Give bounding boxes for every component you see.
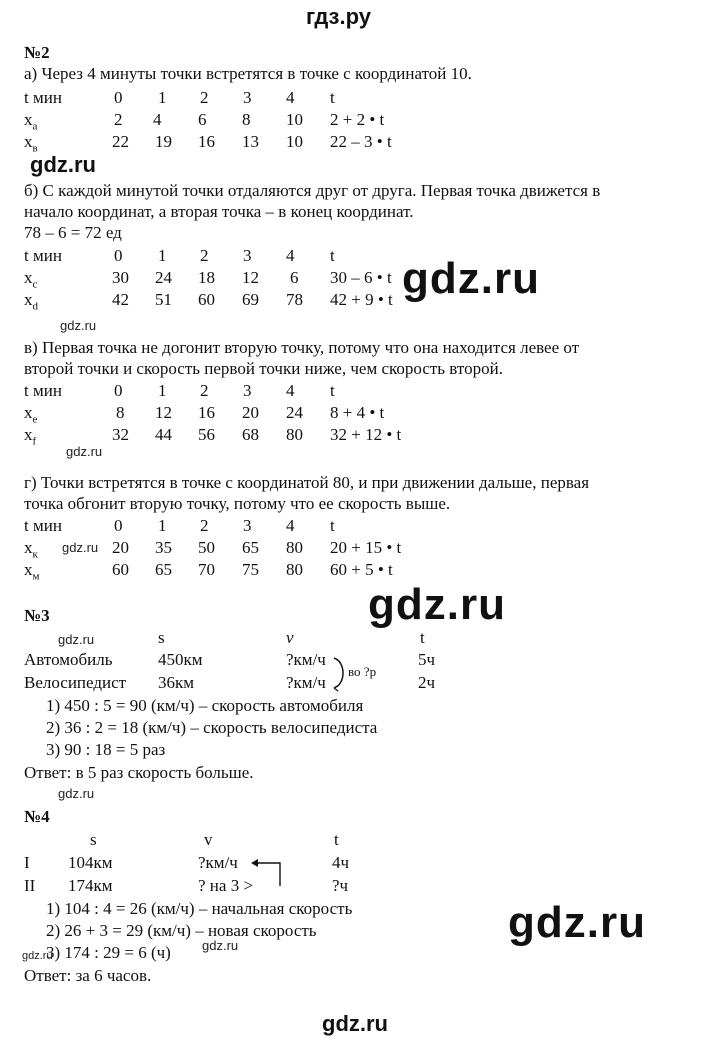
task2-a-text: а) Через 4 минуты точки встретятся в точке с координатой 10. [24, 64, 472, 83]
site-header: гдз.ру [306, 4, 371, 29]
cell: 65 [155, 560, 172, 579]
task4-title: №4 [24, 807, 50, 826]
cell: 68 [242, 425, 259, 444]
cell: 80 [286, 560, 303, 579]
row-s: 174км [68, 876, 113, 895]
row-label: t мин [24, 88, 62, 107]
task3-step: 2) 36 : 2 = 18 (км/ч) – скорость велосипедиста [46, 718, 378, 737]
cell: 78 [286, 290, 303, 309]
cell: 1 [158, 381, 167, 400]
cell: 3 [243, 88, 252, 107]
cell: 80 [286, 425, 303, 444]
cell: 56 [198, 425, 215, 444]
cell: 30 – 6 • t [330, 268, 392, 287]
watermark: gdz.ru [62, 540, 99, 555]
cell: 44 [155, 425, 172, 444]
site-footer: gdz.ru [322, 1011, 388, 1036]
cell: 24 [155, 268, 172, 287]
cell: 1 [158, 516, 167, 535]
brace-arrow-icon [330, 654, 350, 694]
cell: 24 [286, 403, 303, 422]
cell: 12 [242, 268, 259, 287]
col-head-s: s [90, 830, 97, 849]
row-label: $x_c$ [24, 268, 38, 291]
col-head-t: t [420, 628, 425, 647]
watermark: gdz.ru [58, 632, 95, 647]
cell: 22 [112, 132, 129, 151]
cell: 13 [242, 132, 259, 151]
row-s: 104км [68, 853, 113, 872]
cell: 20 + 15 • t [330, 538, 402, 557]
row-v: ?км/ч [286, 673, 326, 692]
cell: t [330, 246, 335, 265]
watermark: gdz.ru [402, 254, 540, 303]
task2-b-calc: 78 – 6 = 72 ед [24, 223, 122, 242]
cell: 60 [112, 560, 129, 579]
task4-answer: Ответ: за 6 часов. [24, 966, 152, 985]
cell: 60 + 5 • t [330, 560, 393, 579]
cell: 16 [198, 403, 215, 422]
cell: 19 [155, 132, 172, 151]
cell: 35 [155, 538, 172, 557]
cell: 4 [286, 246, 295, 265]
task2-c-text2: второй точки и скорость первой точки ниже, чем скорость второй. [24, 359, 503, 378]
cell: t [330, 516, 335, 535]
watermark: gdz.ru [60, 318, 97, 333]
row-name: I [24, 853, 30, 872]
task4-step: 3) 174 : 29 = 6 (ч) [46, 943, 171, 962]
cell: 2 [200, 516, 209, 535]
col-head-v: v [204, 830, 213, 849]
row-label: $x_м$ [24, 560, 40, 583]
cell: 2 [114, 110, 123, 129]
brace-note: во ?р [348, 664, 377, 679]
cell: 1 [158, 246, 167, 265]
cell: 8 [116, 403, 125, 422]
cell: 18 [198, 268, 215, 287]
cell: 50 [198, 538, 215, 557]
task3-step: 1) 450 : 5 = 90 (км/ч) – скорость автомобиля [46, 696, 364, 715]
cell: t [330, 381, 335, 400]
row-t: ?ч [332, 876, 349, 895]
row-label: $x_d$ [24, 290, 38, 313]
cell: 8 [242, 110, 251, 129]
task2-d-text2: точка обгонит вторую точку, потому что ее скорость выше. [24, 494, 451, 513]
watermark: gdz.ru [30, 152, 96, 177]
cell: 4 [286, 516, 295, 535]
cell: 10 [286, 132, 303, 151]
cell: 42 + 9 • t [330, 290, 393, 309]
row-name: Автомобиль [24, 650, 113, 669]
cell: 4 [153, 110, 162, 129]
row-t: 5ч [418, 650, 436, 669]
col-head-v: v [286, 628, 294, 647]
row-t: 2ч [418, 673, 436, 692]
task3-title: №3 [24, 606, 50, 625]
cell: 20 [112, 538, 129, 557]
cell: 2 + 2 • t [330, 110, 385, 129]
cell: 69 [242, 290, 259, 309]
task2-title: №2 [24, 43, 50, 62]
cell: 3 [243, 381, 252, 400]
task4-step: 1) 104 : 4 = 26 (км/ч) – начальная скорость [46, 899, 353, 918]
cell: 1 [158, 88, 167, 107]
cell: 2 [200, 88, 209, 107]
cell: 0 [114, 246, 123, 265]
task2-d-text1: г) Точки встретятся в точке с координатой 80, и при движении дальше, первая [24, 473, 590, 492]
col-head-s: s [158, 628, 165, 647]
cell: 30 [112, 268, 129, 287]
row-label: $x_к$ [24, 538, 38, 561]
row-s: 36км [158, 673, 195, 692]
cell: t [330, 88, 335, 107]
task4-step: 2) 26 + 3 = 29 (км/ч) – новая скорость [46, 921, 317, 940]
cell: 70 [198, 560, 215, 579]
watermark: gdz.ru [202, 938, 239, 953]
row-t: 4ч [332, 853, 350, 872]
cell: 42 [112, 290, 129, 309]
cell: 2 [200, 246, 209, 265]
row-v: ? на 3 > [198, 876, 254, 895]
cell: 51 [155, 290, 172, 309]
cell: 20 [242, 403, 259, 422]
cell: 3 [243, 516, 252, 535]
cell: 3 [243, 246, 252, 265]
cell: 16 [198, 132, 215, 151]
watermark: gdz.ru [66, 444, 103, 459]
row-name: Велосипедист [24, 673, 127, 692]
cell: 2 [200, 381, 209, 400]
task2-b-text1: б) С каждой минутой точки отдаляются друг от друга. Первая точка движется в [24, 181, 601, 200]
row-label: $x_f$ [24, 425, 37, 448]
row-name: II [24, 876, 36, 895]
cell: 6 [290, 268, 299, 287]
watermark: gdz.ru [368, 580, 506, 629]
col-head-t: t [334, 830, 339, 849]
row-s: 450км [158, 650, 203, 669]
cell: 4 [286, 88, 295, 107]
arrow-icon [248, 858, 288, 890]
cell: 22 – 3 • t [330, 132, 392, 151]
task3-step: 3) 90 : 18 = 5 раз [46, 740, 166, 759]
row-label: $x_e$ [24, 403, 38, 426]
task2-b-text2: начало координат, а вторая точка – в конец координат. [24, 202, 414, 221]
row-label: t мин [24, 516, 62, 535]
cell: 60 [198, 290, 215, 309]
cell: 12 [155, 403, 172, 422]
row-v: ?км/ч [286, 650, 326, 669]
cell: 8 + 4 • t [330, 403, 385, 422]
row-v: ?км/ч [198, 853, 238, 872]
watermark: gdz.ru [22, 950, 53, 962]
cell: 6 [198, 110, 207, 129]
row-label: $x_а$ [24, 110, 38, 133]
cell: 4 [286, 381, 295, 400]
cell: 32 + 12 • t [330, 425, 402, 444]
cell: 0 [114, 516, 123, 535]
cell: 0 [114, 381, 123, 400]
row-label: t мин [24, 381, 62, 400]
task2-c-text1: в) Первая точка не догонит вторую точку, потому что она находится левее от [24, 338, 580, 357]
cell: 32 [112, 425, 129, 444]
cell: 0 [114, 88, 123, 107]
row-label: $x_в$ [24, 132, 38, 155]
cell: 80 [286, 538, 303, 557]
row-label: t мин [24, 246, 62, 265]
watermark: gdz.ru [58, 786, 95, 801]
cell: 65 [242, 538, 259, 557]
cell: 75 [242, 560, 259, 579]
cell: 10 [286, 110, 303, 129]
task3-answer: Ответ: в 5 раз скорость больше. [24, 763, 254, 782]
watermark: gdz.ru [508, 898, 646, 947]
